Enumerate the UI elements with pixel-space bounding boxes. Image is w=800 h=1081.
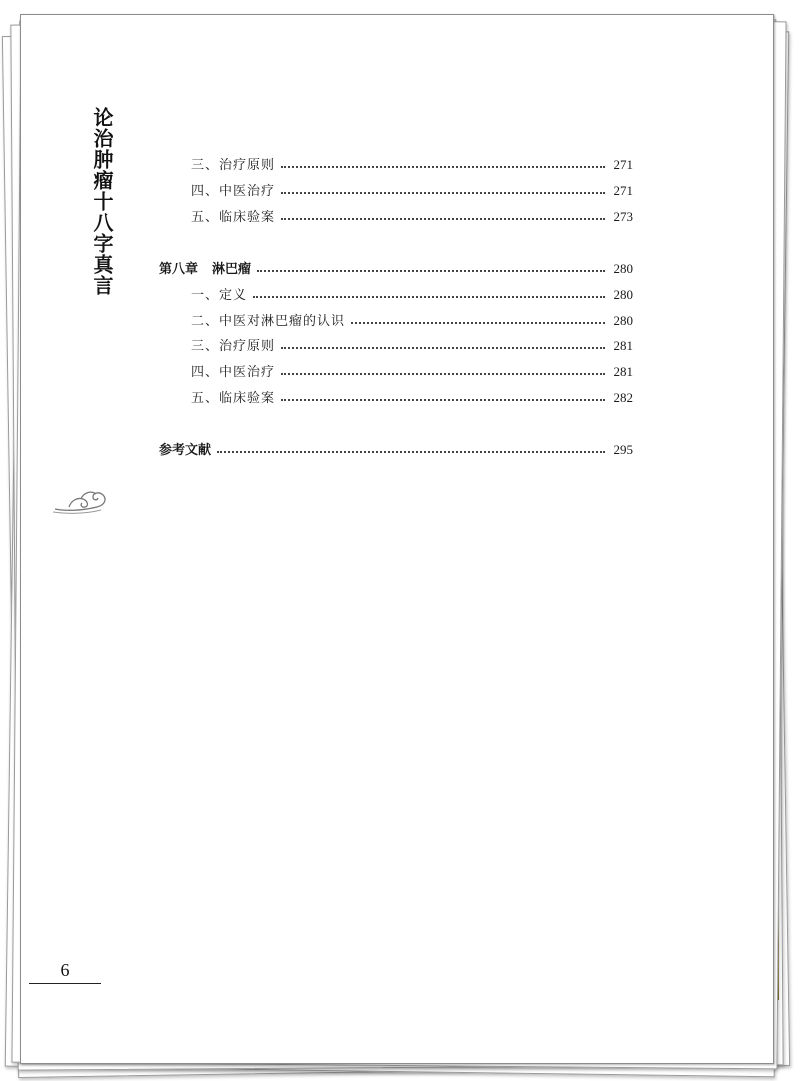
dot-leader (281, 165, 605, 168)
dot-leader (253, 295, 605, 298)
toc-entry-page: 271 (613, 157, 633, 172)
dot-leader (217, 450, 605, 453)
toc-entry-page: 280 (613, 287, 633, 302)
toc-chapter-label (159, 258, 251, 277)
dot-leader (281, 217, 605, 220)
toc-entry[interactable] (159, 153, 633, 173)
toc-entry[interactable] (159, 179, 633, 199)
vertical-book-title: 论治肿瘤十八字真言 (90, 107, 114, 296)
folio-rule (29, 983, 101, 984)
toc-entry-page: 282 (613, 390, 633, 405)
toc-entry-label: 三、治疗原则 (191, 339, 276, 354)
toc-entry[interactable] (159, 360, 633, 380)
dot-leader (281, 346, 605, 349)
toc-entry-label: 五、临床验案 (191, 210, 276, 225)
dot-leader (281, 191, 605, 194)
toc-entry-label: 四、中医治疗 (191, 365, 276, 380)
cloud-ornament-icon (51, 485, 111, 515)
toc-entry-label: 四、中医治疗 (191, 184, 276, 199)
toc-chapter-entry[interactable] (159, 257, 633, 277)
document-page (20, 14, 774, 1064)
toc-entry-label: 五、临床验案 (191, 391, 276, 406)
toc-entry-page: 271 (613, 183, 633, 198)
toc-entry[interactable] (159, 205, 633, 225)
toc-entry-label: 一、定义 (191, 288, 248, 303)
references-label: 参考文献 (159, 443, 212, 458)
toc-entry-label: 二、中医对淋巴瘤的认识 (191, 314, 346, 329)
folio-page-number: 6 (60, 960, 70, 980)
toc-entry[interactable] (159, 386, 633, 406)
toc-entry-page: 280 (613, 313, 633, 328)
toc-entry[interactable] (159, 334, 633, 354)
dot-leader (281, 372, 605, 375)
toc-entry[interactable] (159, 283, 633, 303)
chapter-title: 淋巴瘤 (212, 262, 252, 277)
toc-entry-label: 三、治疗原则 (191, 158, 276, 173)
toc-entry-page: 281 (613, 364, 633, 379)
toc-entry-page: 281 (613, 338, 633, 353)
toc-chapter-page: 280 (613, 261, 633, 276)
dot-leader (257, 269, 605, 272)
chapter-number: 第八章 (159, 262, 199, 277)
dot-leader (351, 321, 605, 324)
toc-entry-page: 273 (613, 209, 633, 224)
references-page: 295 (613, 442, 633, 457)
toc-entry[interactable] (159, 309, 633, 329)
toc-references-entry[interactable] (159, 438, 633, 458)
dot-leader (281, 398, 605, 401)
